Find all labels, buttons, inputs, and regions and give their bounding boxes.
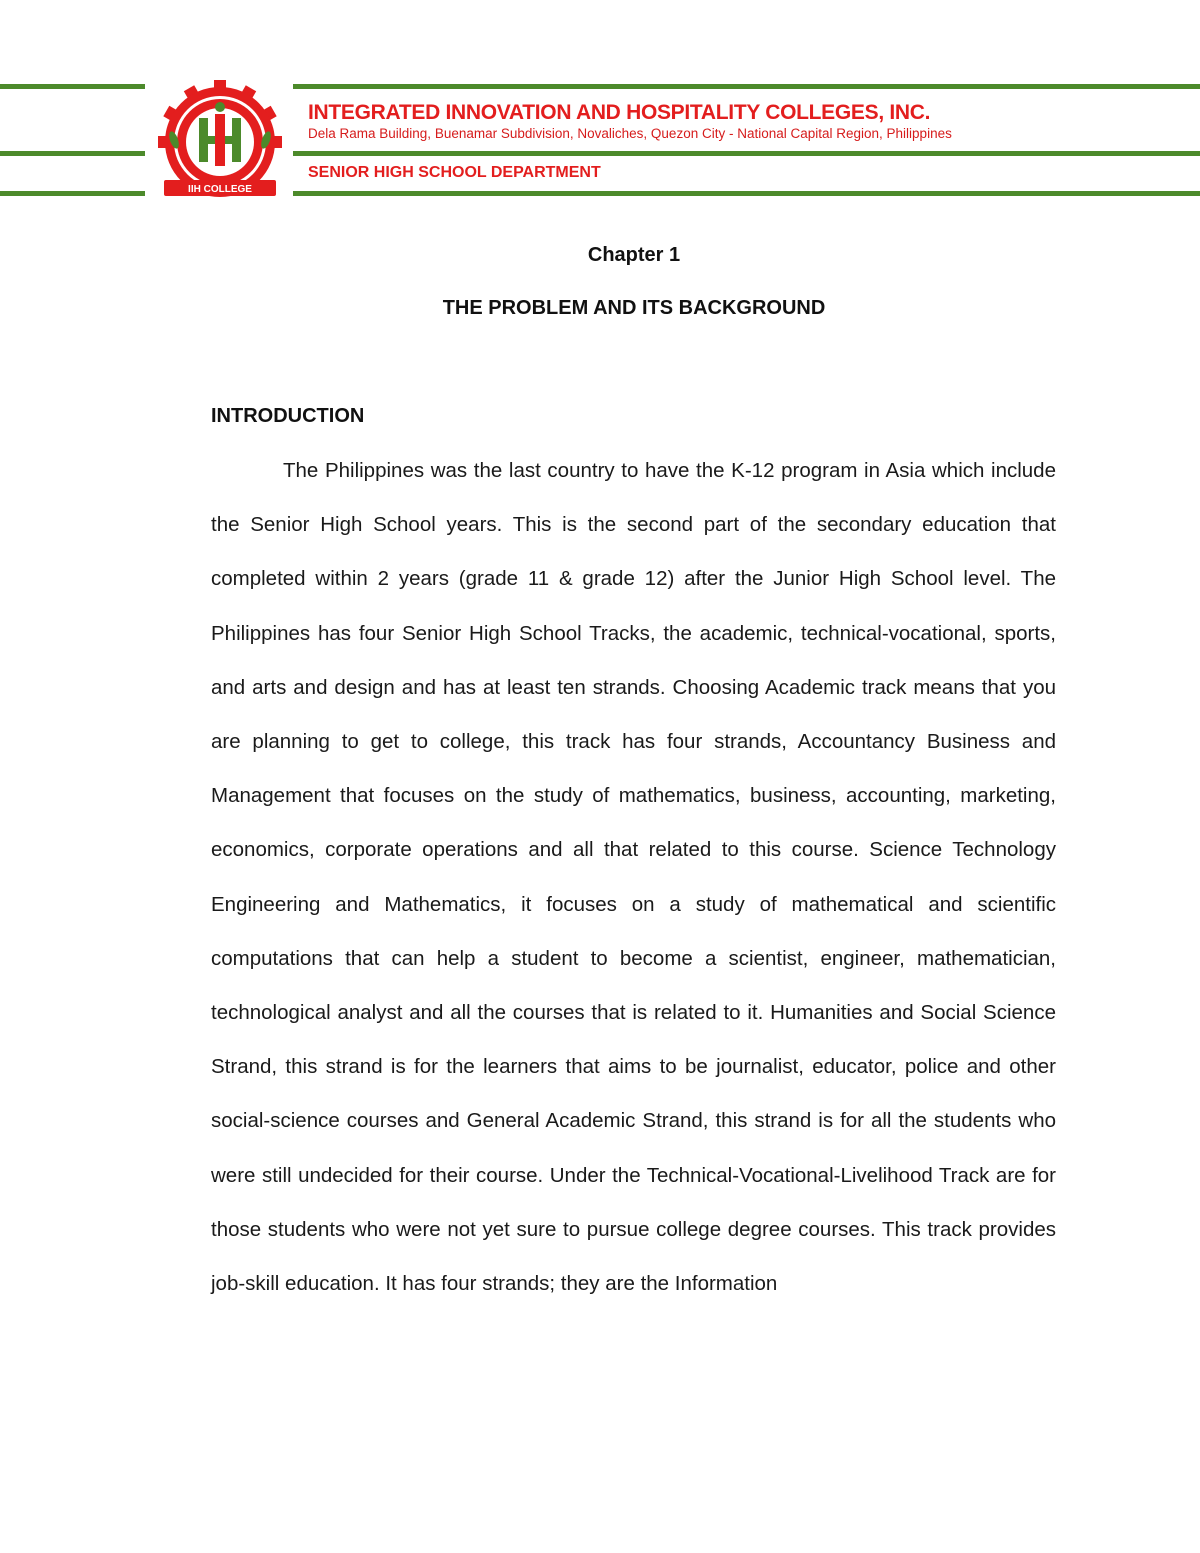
header-line-right-bottom: [293, 191, 1200, 196]
college-name: INTEGRATED INNOVATION AND HOSPITALITY COLLEGES, INC.: [308, 101, 931, 124]
header-line-left-top: [0, 84, 145, 89]
chapter-number: Chapter 1: [587, 244, 681, 266]
header-line-left-middle: [0, 151, 145, 156]
section-heading: INTRODUCTION: [211, 405, 365, 427]
introduction-paragraph: The Philippines was the last country to have the K-12 program in Asia which include the Senior High School years. This is the second part of the secondary education that completed within 2 years (grade 11 & grade 12) after the Junior High School level. The Philippines has four Senior High School Tracks, the academic, technical-vocational, sports, and arts and design and has at least ten strands. Choosing Academic track means that you are planning to get to college, this track has four strands, Accountancy Business and Management that focuses on the study of mathematics, business, accounting, marketing, economics, corporate operations and all that related to this course. Science Technology Engineering and Mathematics, it focuses on a study of mathematical and scientific computations that can help a student to become a scientist, engineer, mathematician, technological analyst and all the courses that is related to it. Humanities and Social Science Strand, this strand is for the learners that aims to be journalist, educator, police and other social-science courses and General Academic Strand, this strand is for all the students who were still undecided for their course. Under the Technical-Vocational-Livelihood Track are for those students who were not yet sure to pursue college degree courses. This track provides job-skill education. It has four strands; they are the Information: [211, 459, 1056, 1296]
college-logo: [152, 80, 288, 204]
header-line-right-middle: [293, 151, 1200, 156]
chapter-title: THE PROBLEM AND ITS BACKGROUND: [442, 297, 826, 319]
svg-text:IIH COLLEGE: IIH COLLEGE: [188, 184, 252, 195]
header-line-right-top: [293, 84, 1200, 89]
college-address: Dela Rama Building, Buenamar Subdivision, Novaliches, Quezon City - National Capital Region, Philippines: [308, 126, 952, 141]
department-name: SENIOR HIGH SCHOOL DEPARTMENT: [308, 164, 601, 181]
header-line-left-bottom: [0, 191, 145, 196]
